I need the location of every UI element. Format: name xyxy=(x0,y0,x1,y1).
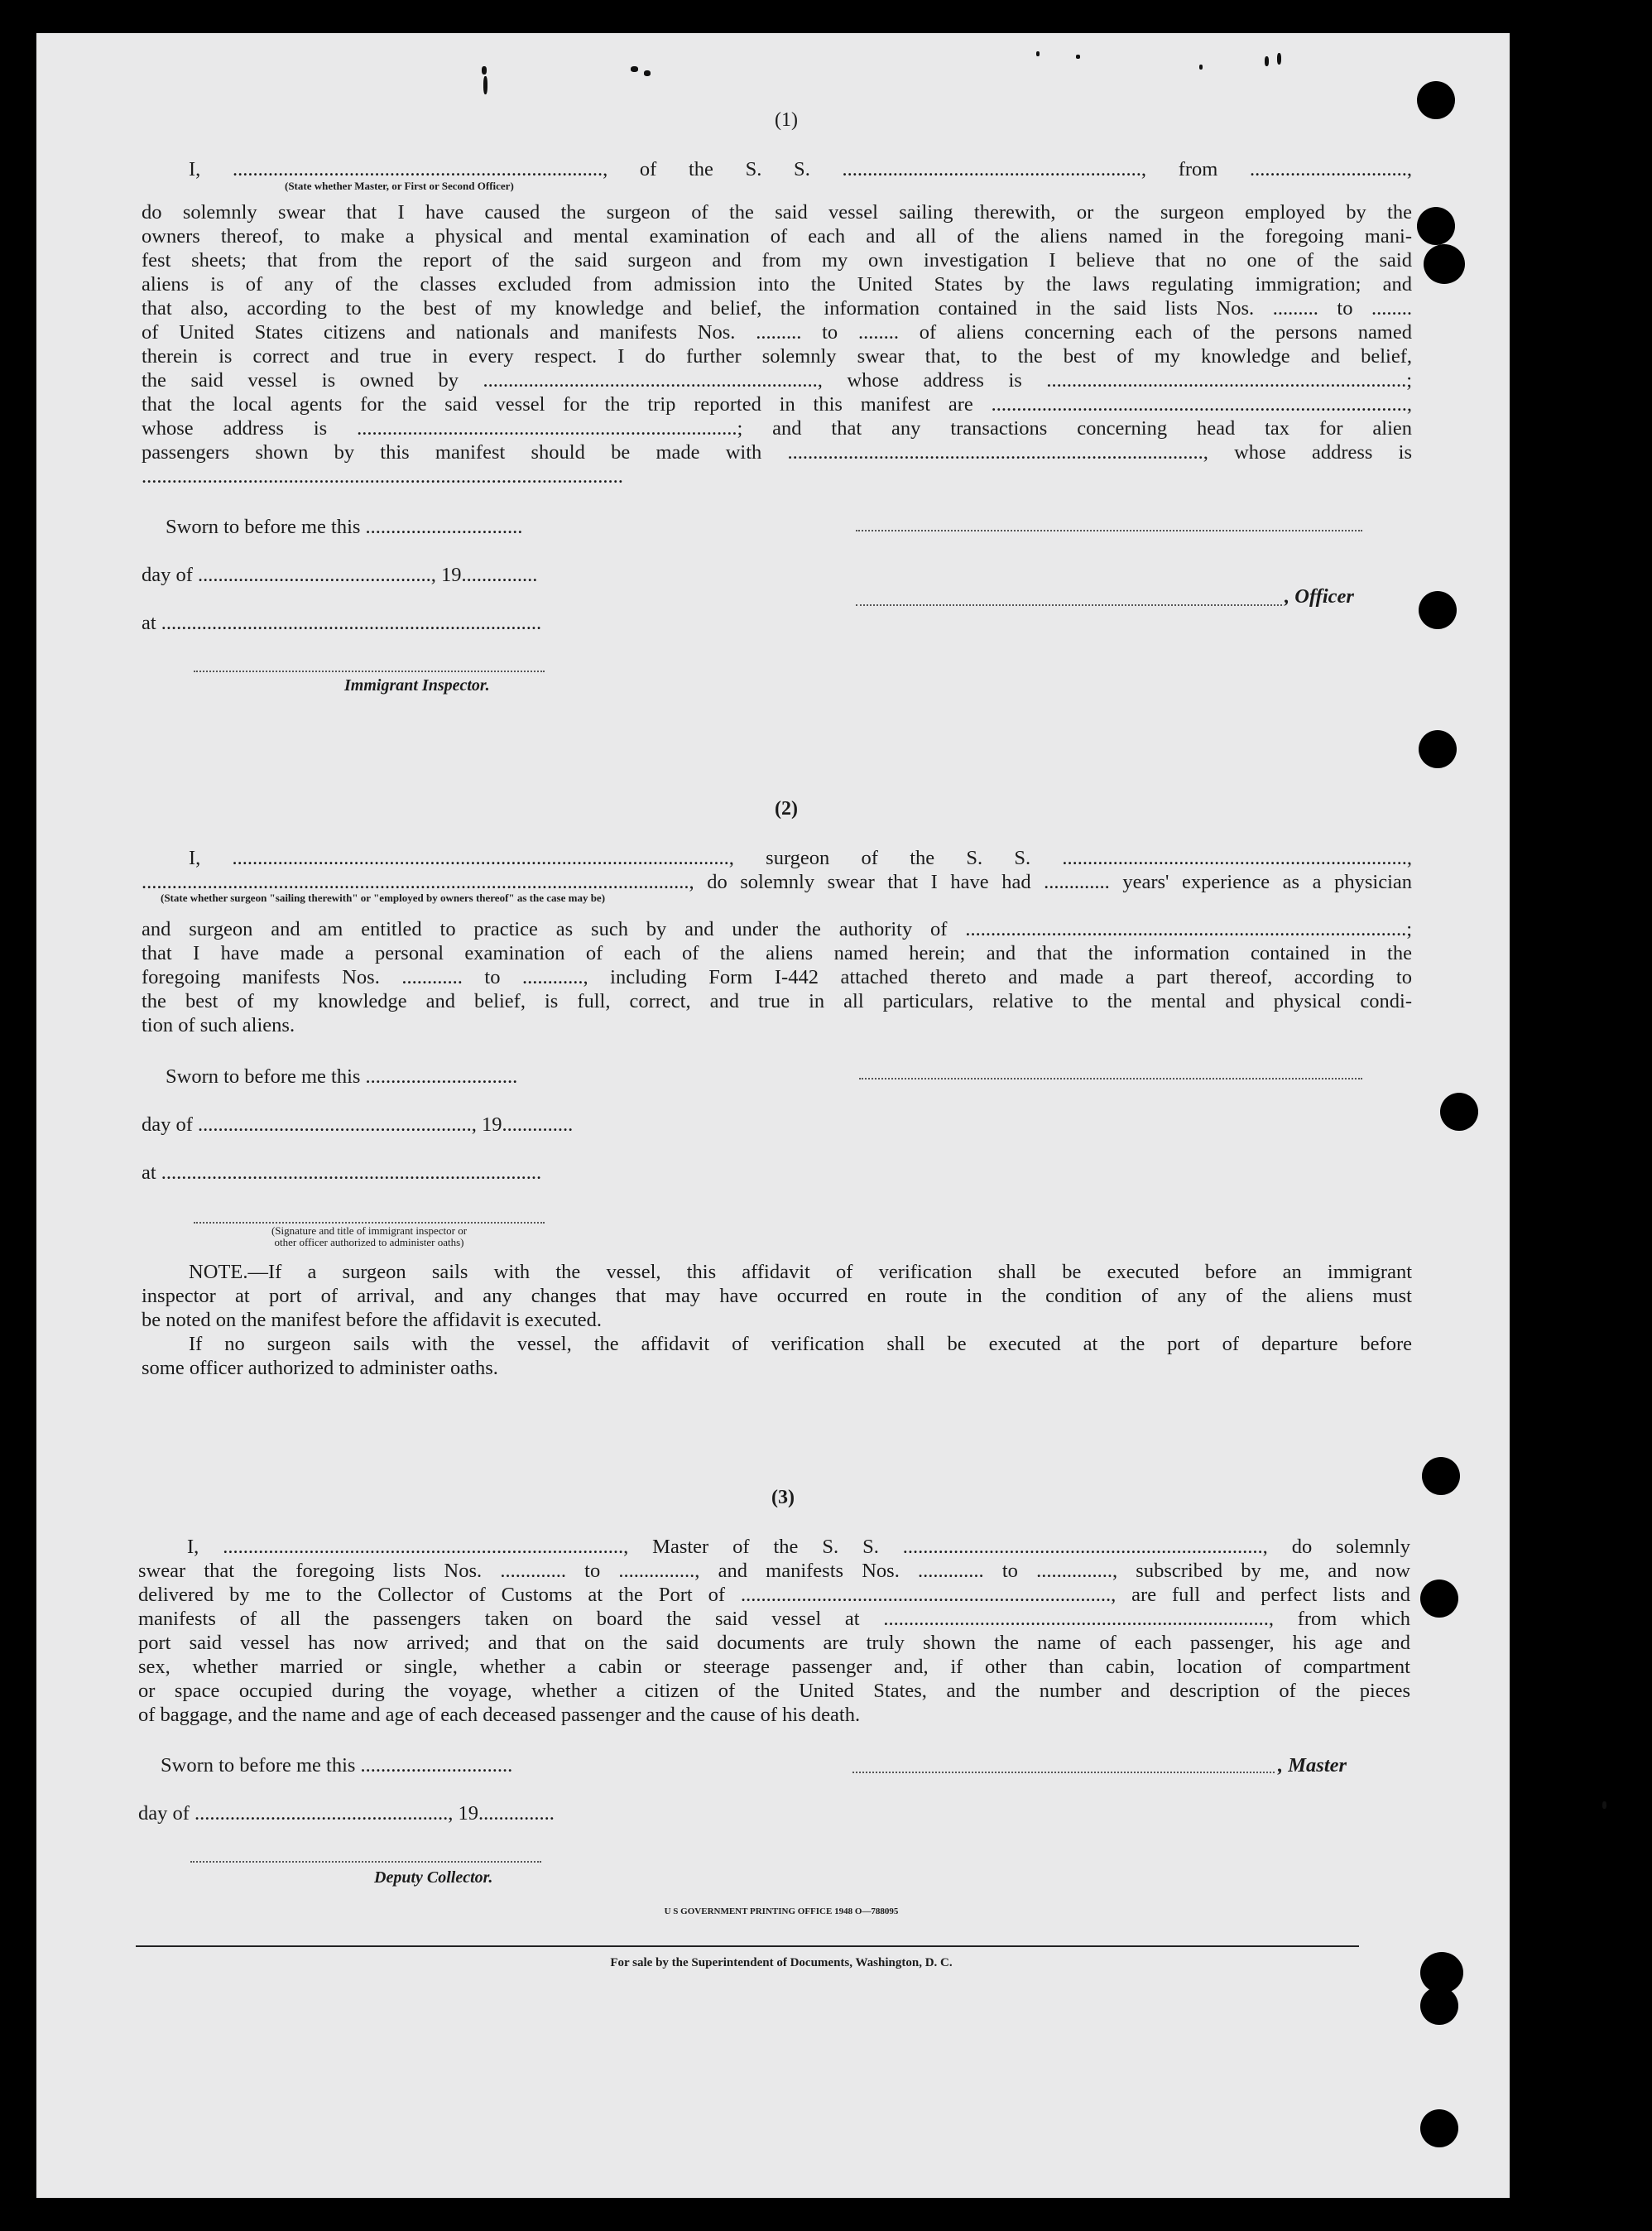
punch-hole xyxy=(1420,2109,1458,2147)
form-page xyxy=(36,33,1510,2198)
s3-line-last: of baggage, and the name and age of each deceased passenger and the cause of his death. xyxy=(138,1704,861,1726)
section-1-heading: (1) xyxy=(775,109,798,131)
s2-note-line: If no surgeon sails with the vessel, the affidavit of verification shall be executed at the port of departure before xyxy=(189,1333,1412,1355)
s2-note-line: inspector at port of arrival, and any changes that may have occurred en route in the condition of any of the aliens must xyxy=(142,1285,1412,1307)
punch-hole xyxy=(1417,207,1455,245)
s2-day: day of ......................................................, 19.............. xyxy=(142,1113,574,1136)
s3-line: port said vessel has now arrived; and that on the said documents are truly shown the name of each passenger, his age and xyxy=(138,1632,1410,1654)
s3-sworn: Sworn to before me this .............................. xyxy=(161,1754,513,1777)
ink-speck xyxy=(1602,1801,1606,1809)
s1-line: that the local agents for the said vessel for the trip reported in this manifest are .................................................................................., xyxy=(142,393,1412,416)
punch-hole xyxy=(1420,1579,1458,1618)
s2-line: that I have made a personal examination of each of the aliens named herein; and that the information contained in the xyxy=(142,942,1412,964)
s2-at: at ........................................................................... xyxy=(142,1161,542,1184)
section-2-heading: (2) xyxy=(775,798,798,820)
s1-line: fest sheets; that from the report of the said surgeon and from my own investigation I believe that no one of the said xyxy=(142,249,1412,272)
s2-note-line: NOTE.—If a surgeon sails with the vessel, this affidavit of verification shall be executed before an immigrant xyxy=(189,1261,1412,1283)
ink-speck xyxy=(1277,53,1281,65)
s3-collector-title: Deputy Collector. xyxy=(374,1868,493,1887)
ink-speck xyxy=(1036,51,1040,56)
s1-line: owners thereof, to make a physical and mental examination of each and all of the aliens named in the foregoing mani- xyxy=(142,225,1412,248)
s1-sworn: Sworn to before me this ............................... xyxy=(166,516,523,538)
s1-officer-signature-line xyxy=(856,530,1362,531)
s1-day: day of .............................................., 19............... xyxy=(142,564,538,586)
s1-at: at ........................................................................... xyxy=(142,612,542,634)
s3-line: delivered by me to the Collector of Customs at the Port of ........................................................................., are full and perfect lists and xyxy=(138,1584,1410,1606)
punch-hole xyxy=(1419,730,1457,768)
ink-speck xyxy=(1199,65,1203,70)
s1-line: that also, according to the best of my knowledge and belief, the information contained in the said lists Nos. ......... to ........ xyxy=(142,297,1412,320)
s2-line: foregoing manifests Nos. ............ to ............, including Form I-442 attached thereto and made a part thereof, according to xyxy=(142,966,1412,988)
punch-hole xyxy=(1419,591,1457,629)
s1-line: aliens is of any of the classes excluded from admission into the United States by the laws regulating immigration; and xyxy=(142,273,1412,296)
s3-line: I, ..............................................................................., Master of the S. S. ......................................................................., do solemnly xyxy=(187,1536,1410,1558)
s1-line: the said vessel is owned by .................................................................., whose address is .......................................................................; xyxy=(142,369,1412,392)
footer-rule xyxy=(136,1945,1359,1947)
s2-surgeon-signature-line xyxy=(859,1078,1362,1079)
s2-signature-note-2: other officer authorized to administer oaths) xyxy=(274,1236,464,1248)
s1-line: whose address is ...........................................................................; and that any transactions concerning head tax for alien xyxy=(142,417,1412,440)
s1-inspector-title: Immigrant Inspector. xyxy=(344,676,490,695)
s3-line: sex, whether married or single, whether a cabin or steerage passenger and, if other than cabin, location of compartment xyxy=(138,1656,1410,1678)
punch-hole xyxy=(1420,1987,1458,2025)
s1-officer-name-line xyxy=(856,604,1282,606)
s2-line-2: ............................................................................................................, do solemnly swear that I have had ............. years' experience as a physician xyxy=(142,871,1412,893)
ink-speck xyxy=(644,70,651,76)
s1-line: passengers shown by this manifest should be made with .................................................................................., whose address is xyxy=(142,441,1412,464)
punch-hole xyxy=(1422,1457,1460,1495)
s3-line: or space occupied during the voyage, whether a citizen of the United States, and the number and description of the pieces xyxy=(138,1680,1410,1702)
s1-line: therein is correct and true in every respect. I do further solemnly swear that, to the best of my knowledge and belief, xyxy=(142,345,1412,368)
s2-inspector-signature-line xyxy=(194,1222,545,1224)
ink-speck xyxy=(1076,55,1080,59)
s2-signature-note-1: (Signature and title of immigrant inspector or xyxy=(271,1224,468,1237)
gpo-imprint: U S GOVERNMENT PRINTING OFFICE 1948 O—788095 xyxy=(664,1906,899,1916)
punch-hole xyxy=(1417,81,1455,119)
s1-officer-note: (State whether Master, or First or Second Officer) xyxy=(285,180,514,192)
s3-day: day of .................................................., 19............... xyxy=(138,1802,555,1825)
s1-inspector-signature-line xyxy=(194,671,545,672)
ink-speck xyxy=(482,66,487,75)
s3-collector-signature-line xyxy=(190,1861,541,1863)
s2-sworn: Sworn to before me this .............................. xyxy=(166,1065,518,1088)
punch-hole xyxy=(1440,1093,1478,1131)
s2-note-line: some officer authorized to administer oaths. xyxy=(142,1357,498,1379)
s2-note-line: be noted on the manifest before the affidavit is executed. xyxy=(142,1309,603,1331)
s1-line-1: I, ........................................................................., of the S. S. ..........................................................., from ..............................., xyxy=(189,158,1412,180)
s2-line: the best of my knowledge and belief, is full, correct, and true in all particulars, relative to the mental and physical condi- xyxy=(142,990,1412,1012)
sale-notice: For sale by the Superintendent of Documents, Washington, D. C. xyxy=(610,1956,953,1969)
s3-line: swear that the foregoing lists Nos. ............. to ..............., and manifests Nos. ............. to ..............., subscribed by me, and now xyxy=(138,1560,1410,1582)
punch-hole xyxy=(1424,244,1465,284)
s2-line: and surgeon and am entitled to practice as such by and under the authority of .......................................................................................; xyxy=(142,918,1412,940)
ink-speck xyxy=(631,66,638,72)
s3-master-title: , Master xyxy=(1278,1754,1347,1777)
s1-line: do solemnly swear that I have caused the surgeon of the said vessel sailing therewith, or the surgeon employed by the xyxy=(142,201,1412,224)
s2-surgeon-note: (State whether surgeon "sailing therewith" or "employed by owners thereof" as the case may be) xyxy=(161,892,606,904)
s1-officer-title: , Officer xyxy=(1285,585,1354,608)
s2-line-1: I, .................................................................................................., surgeon of the S. S. ...................................................................., xyxy=(189,847,1412,869)
section-3-heading: (3) xyxy=(771,1487,795,1508)
s1-line-last: ............................................................................................... xyxy=(142,465,623,488)
ink-speck xyxy=(483,76,487,94)
ink-speck xyxy=(1265,56,1269,66)
s3-master-signature-line xyxy=(852,1772,1275,1773)
s1-line: of United States citizens and nationals and manifests Nos. ......... to ........ of aliens concerning each of the persons named xyxy=(142,321,1412,344)
s3-line: manifests of all the passengers taken on board the said vessel at ............................................................................, from which xyxy=(138,1608,1410,1630)
s2-line-last: tion of such aliens. xyxy=(142,1014,295,1036)
